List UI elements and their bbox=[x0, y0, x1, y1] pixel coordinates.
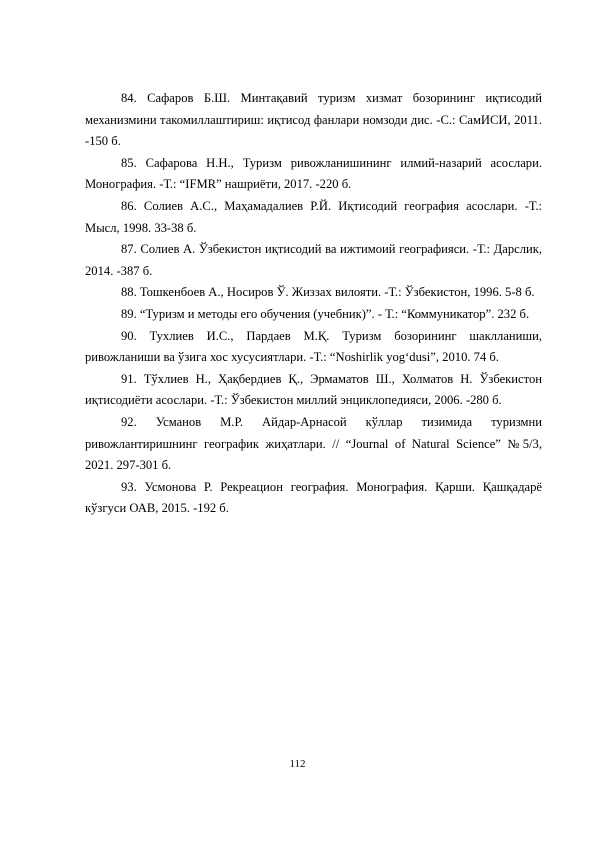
reference-item-93: 93. Усмонова Р. Рекреацион география. Монография. Қарши. Қашқадарё кўзгуси ОАВ, 2015. -192 б. bbox=[85, 479, 542, 516]
reference-item-91: 91. Тўхлиев Н., Ҳақбердиев Қ., Эрмаматов Ш., Холматов Н. Ўзбекистон иқтисодиёти асослари. -Т.: Ўзбекистон миллий энциклопедияси, 2006. -280 б. bbox=[85, 371, 542, 408]
reference-list bbox=[85, 88, 542, 520]
reference-item-89: 89. “Туризм и методы его обучения (учебник)”. - Т.: “Коммуникатор”. 232 б. bbox=[121, 306, 530, 321]
page-number: 112 bbox=[289, 758, 306, 770]
reference-item-86: 86. Солиев А.С., Маҳамадалиев Р.Й. Иқтисодий география асослари. -Т.: Мысл, 1998. 33-38 б. bbox=[85, 198, 542, 235]
reference-item-92: 92. Усманов М.Р. Айдар-Арнасой кўллар тизимида туризмни ривожлантиришнинг географик жиҳатлари. // “Journal of Natural Science” №5/3, 2021. 297-301 б. bbox=[85, 414, 542, 473]
reference-item-90: 90. Тухлиев И.С., Пардаев М.Қ. Туризм бозорининг шаклланиши, ривожланиши ва ўзига хос хусусиятлари. -Т.: “Noshirlik yog‘dusi”, 2010. 74 б. bbox=[85, 328, 542, 365]
reference-item-88: 88. Тошкенбоев А., Носиров Ў. Жиззах вилояти. -Т.: Ўзбекистон, 1996. 5-8 б. bbox=[121, 285, 535, 300]
reference-item-85: 85. Сафарова Н.Н., Туризм ривожланишининг илмий-назарий асослари. Монография. -Т.: “IFMR” нашриёти, 2017. -220 б. bbox=[85, 155, 542, 192]
reference-item-87: 87. Солиев А. Ўзбекистон иқтисодий ва ижтимоий географияси. -Т.: Дарслик, 2014. -387 б. bbox=[85, 242, 542, 278]
reference-item-84: 84. Сафаров Б.Ш. Минтақавий туризм хизмат бозорининг иқтисодий механизмини такомиллаштириш: иқтисод фанлари номзоди дис. -С.: СамИСИ, 2011. -150 б. bbox=[85, 91, 542, 149]
